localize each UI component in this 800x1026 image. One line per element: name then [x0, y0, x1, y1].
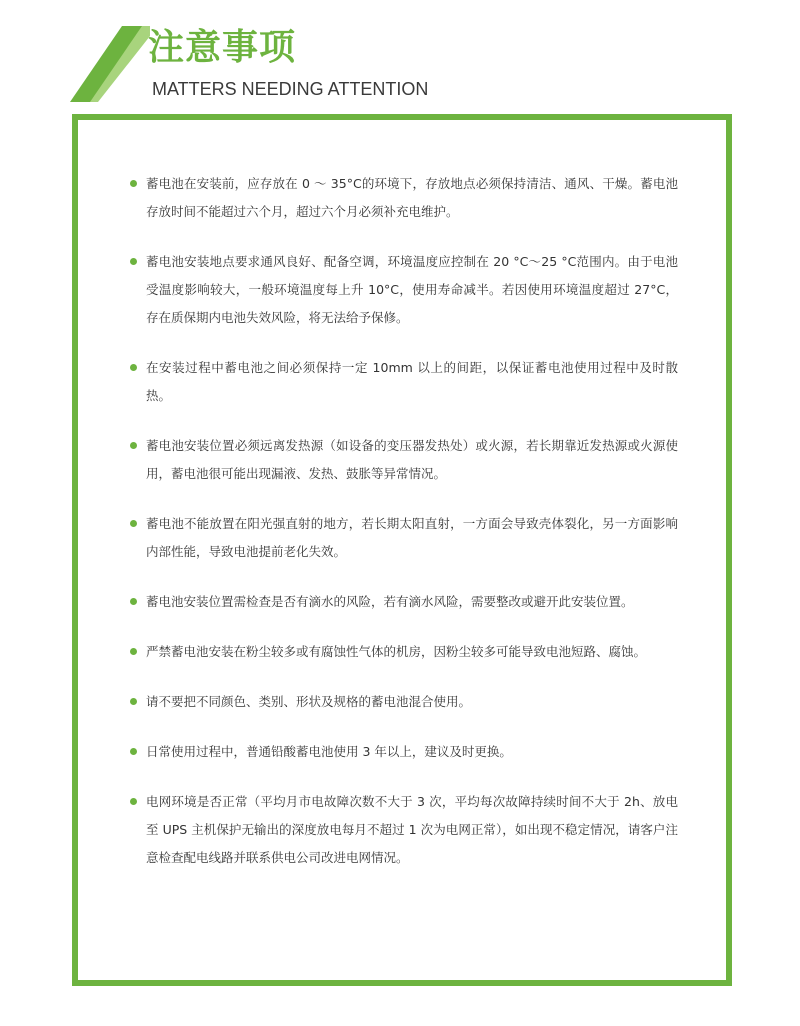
page-title: 注意事项	[148, 27, 297, 68]
bullet-dot-icon	[130, 258, 137, 265]
bullet-dot-icon	[130, 442, 137, 449]
list-item-text: 蓄电池安装位置需检查是否有滴水的风险，若有滴水风险，需要整改或避开此安装位置。	[146, 594, 634, 609]
list-item	[130, 510, 678, 566]
list-item	[130, 170, 678, 226]
list-item-text: 电网环境是否正常（平均月市电故障次数不大于 3 次，平均每次故障持续时间不大于 2h、放电至 UPS 主机保护无输出的深度放电每月不超过 1 次为电网正常），如出现不稳定情况，请客户注意检查配电线路并联系供电公司改进电网情况。	[146, 794, 678, 865]
list-item	[130, 688, 678, 716]
page-subtitle: MATTERS NEEDING ATTENTION	[152, 79, 429, 99]
list-item	[130, 432, 678, 488]
list-item-text: 日常使用过程中，普通铅酸蓄电池使用 3 年以上，建议及时更换。	[146, 744, 512, 759]
list-item-text: 蓄电池安装地点要求通风良好、配备空调，环境温度应控制在 20 °C～25 °C范围内。由于电池受温度影响较大，一般环境温度每上升 10°C，使用寿命减半。若因使用环境温度超过 27°C，存在质保期内电池失效风险，将无法给予保修。	[146, 254, 678, 325]
list-item	[130, 588, 678, 616]
list-item	[130, 638, 678, 666]
bullet-dot-icon	[130, 598, 137, 605]
bullet-dot-icon	[130, 364, 137, 371]
list-item-text: 蓄电池安装位置必须远离发热源（如设备的变压器发热处）或火源，若长期靠近发热源或火源使用，蓄电池很可能出现漏液、发热、鼓胀等异常情况。	[146, 438, 678, 481]
bullet-dot-icon	[130, 180, 137, 187]
list-item	[130, 738, 678, 766]
header-stripes-decoration	[70, 26, 150, 102]
list-item-text: 蓄电池不能放置在阳光强直射的地方，若长期太阳直射，一方面会导致壳体裂化，另一方面影响内部性能，导致电池提前老化失效。	[146, 516, 678, 559]
bullet-dot-icon	[130, 748, 137, 755]
list-item-text: 请不要把不同颜色、类别、形状及规格的蓄电池混合使用。	[146, 694, 472, 709]
list-item	[130, 248, 678, 332]
list-item-text: 蓄电池在安装前，应存放在 0 ～ 35°C的环境下，存放地点必须保持清洁、通风、干燥。蓄电池存放时间不能超过六个月，超过六个月必须补充电维护。	[146, 176, 678, 219]
bullet-dot-icon	[130, 698, 137, 705]
list-item	[130, 354, 678, 410]
list-item	[130, 788, 678, 872]
list-item-text: 在安装过程中蓄电池之间必须保持一定 10mm 以上的间距，以保证蓄电池使用过程中及时散热。	[146, 360, 678, 403]
bullet-dot-icon	[130, 798, 137, 805]
bullet-dot-icon	[130, 648, 137, 655]
bullet-dot-icon	[130, 520, 137, 527]
notice-list	[130, 170, 678, 894]
notice-box	[72, 114, 732, 986]
list-item-text: 严禁蓄电池安装在粉尘较多或有腐蚀性气体的机房，因粉尘较多可能导致电池短路、腐蚀。	[146, 644, 647, 659]
